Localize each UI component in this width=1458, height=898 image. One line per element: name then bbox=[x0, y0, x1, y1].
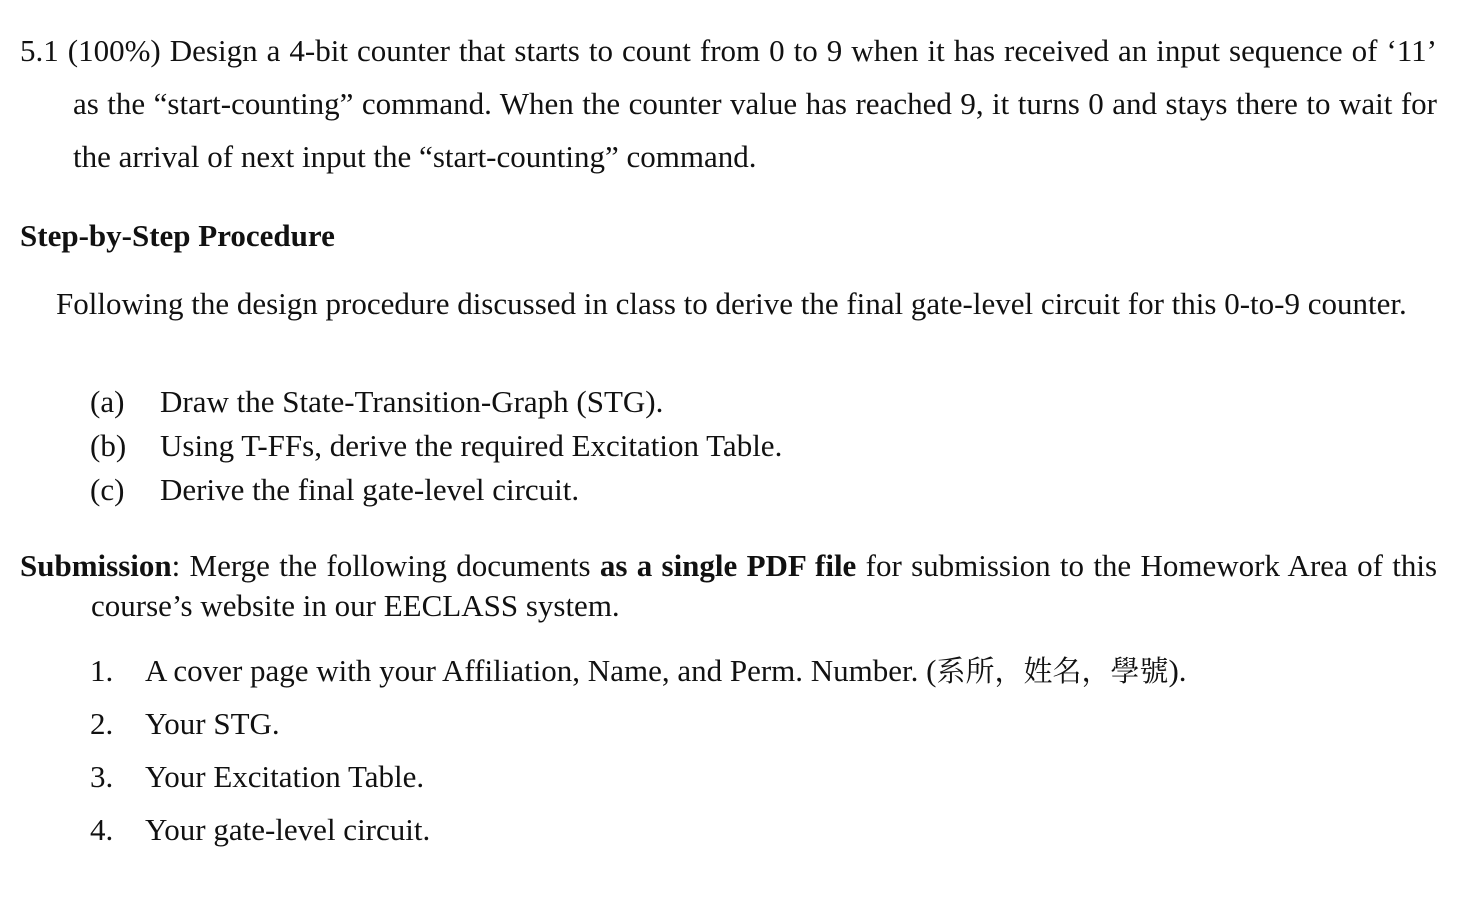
step-marker: (a) bbox=[90, 384, 125, 419]
submission-item-1 bbox=[90, 644, 1187, 697]
item-text-end: ). bbox=[1168, 653, 1187, 688]
submission-instructions bbox=[20, 546, 1437, 626]
step-text: Draw the State-Transition-Graph (STG). bbox=[160, 384, 664, 419]
step-marker: (b) bbox=[90, 428, 127, 463]
procedure-heading: Step-by-Step Procedure bbox=[20, 218, 335, 253]
step-text: Derive the final gate-level circuit. bbox=[160, 472, 580, 507]
item-marker: 2. bbox=[90, 706, 114, 741]
submission-text-before: : Merge the following documents bbox=[171, 548, 600, 583]
submission-text-after: for submission to the Homework Area of this course’s website in our EECLASS system. bbox=[91, 548, 1438, 623]
step-item-b bbox=[90, 424, 782, 468]
problem-text: Design a 4-bit counter that starts to count from 0 to 9 when it has received an input sequence of ‘11’ as the “start-counting” command. When the counter value has reached 9, it turns 0 and stays there to wait for the arrival of next input the “start-counting” command. bbox=[73, 33, 1438, 174]
submission-item-3 bbox=[90, 750, 1187, 803]
item-text: Your Excitation Table. bbox=[145, 759, 425, 794]
submission-item-2 bbox=[90, 697, 1187, 750]
problem-weight: (100%) bbox=[67, 33, 161, 68]
problem-number: 5.1 bbox=[20, 33, 59, 68]
procedure-steps bbox=[90, 380, 782, 512]
submission-item-4 bbox=[90, 803, 1187, 856]
item-text-main: A cover page with your Affiliation, Name, and Perm. Number. ( bbox=[145, 653, 937, 688]
item-marker: 1. bbox=[90, 653, 114, 688]
item-marker: 4. bbox=[90, 812, 114, 847]
step-item-c bbox=[90, 468, 782, 512]
step-item-a bbox=[90, 380, 782, 424]
item-text bbox=[145, 644, 1187, 697]
submission-items bbox=[90, 644, 1187, 856]
step-marker: (c) bbox=[90, 472, 125, 507]
item-text: Your gate-level circuit. bbox=[145, 812, 431, 847]
problem-statement bbox=[20, 24, 1437, 183]
item-text: Your STG. bbox=[145, 706, 280, 741]
item-text-cjk: 系所，姓名，學號 bbox=[936, 654, 1169, 688]
item-marker: 3. bbox=[90, 759, 114, 794]
step-text: Using T-FFs, derive the required Excitation Table. bbox=[160, 428, 783, 463]
procedure-intro: Following the design procedure discussed in class to derive the final gate-level circuit for this 0-to-9 counter. bbox=[56, 286, 1407, 321]
submission-label: Submission bbox=[20, 548, 172, 583]
submission-emphasis: as a single PDF file bbox=[599, 548, 857, 583]
